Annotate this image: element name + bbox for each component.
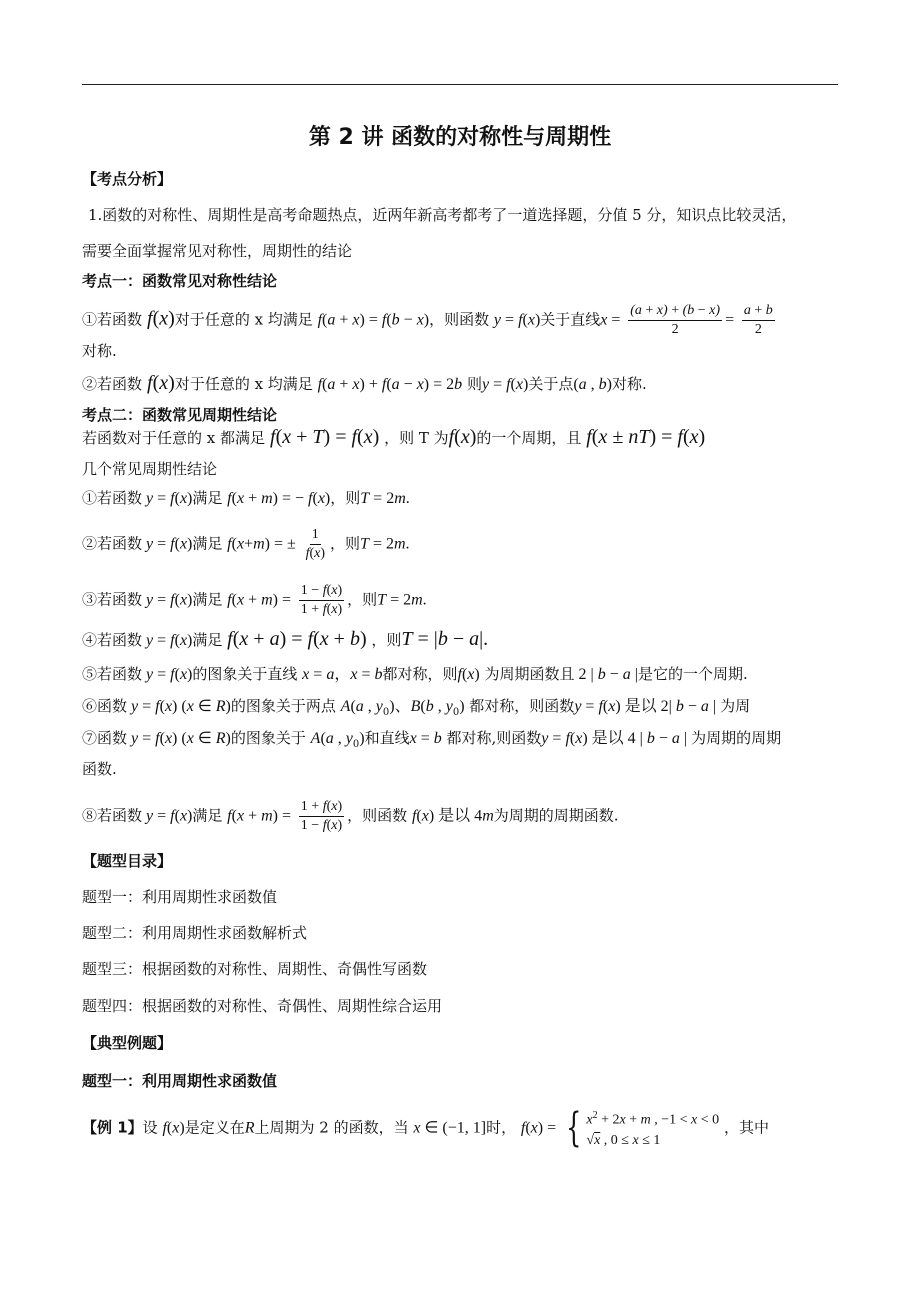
symmetry-rule-2: ②若函数 f(x)对于任意的 x 均满足 f(a + x) + f(a − x) = 2b 则y = f(x)关于点(a , b)对称. — [82, 372, 647, 394]
period-rule-8: ⑧若函数 y = f(x)满足 f(x + m) = $\frac{1 + f(x)}{1 - f(x)}$ ，则函数 f(x) 是以 4m为周期的周期函数. — [82, 799, 619, 833]
fraction-rule-3: $\frac{1 - f(x)}{1 + f(x)}$ — [300, 583, 343, 617]
question-type-2: 题型二：利用周期性求函数解析式 — [82, 924, 308, 942]
period-rule-5: ⑤若函数 y = f(x)的图象关于直线 x = a，x = b都对称，则f(x) 为周期函数且 2 | b − a |是它的一个周期. — [82, 665, 748, 683]
header-rule — [82, 84, 838, 85]
piecewise-brace: { — [566, 1105, 582, 1152]
point-heading-1: 考点一：函数常见对称性结论 — [82, 272, 278, 290]
question-type-3: 题型三：根据函数的对称性、周期性、奇偶性写函数 — [82, 960, 428, 978]
point-heading-2: 考点二：函数常见周期性结论 — [82, 406, 278, 424]
example-1: 【例 1】设 f(x)是定义在R上周期为 2 的函数，当 x ∈ (−1, 1]时， f(x) = { $x^2 + 2x + m$ , −1 < x < 0 √x , 0 ≤ x ≤ 1 ，其中 — [82, 1105, 769, 1152]
section-heading-analysis: 【考点分析】 — [82, 170, 173, 188]
symmetry-rule-1-end: 对称. — [82, 342, 117, 360]
piecewise-cases: $x^2 + 2x + m$ , −1 < x < 0 √x , 0 ≤ x ≤ 1 — [586, 1110, 720, 1148]
period-rule-3: ③若函数 y = f(x)满足 f(x + m) = $\frac{1 - f(x)}{1 + f(x)}$ ，则T = 2m. — [82, 583, 427, 617]
period-rule-1: ①若函数 y = f(x)满足 f(x + m) = − f(x)，则T = 2m. — [82, 489, 410, 507]
fraction-reciprocal: $\frac{1}{f(x)}$ — [305, 527, 326, 561]
period-rule-4: ④若函数 y = f(x)满足 f(x + a) = f(x + b) ，则T = |b − a|. — [82, 628, 489, 650]
period-rule-7-end: 函数. — [82, 760, 117, 778]
section-heading-directory: 【题型目录】 — [82, 852, 173, 870]
question-type-1: 题型一：利用周期性求函数值 — [82, 888, 278, 906]
period-list-intro: 几个常见周期性结论 — [82, 460, 218, 478]
page-title: 第 2 讲 函数的对称性与周期性 — [308, 125, 612, 150]
section-heading-examples: 【典型例题】 — [82, 1034, 173, 1052]
period-definition: 若函数对于任意的 x 都满足 f(x + T) = f(x) ，则 T 为f(x)的一个周期，且 f(x ± nT) = f(x) — [82, 426, 706, 448]
paragraph-1: 1.函数的对称性、周期性是高考命题热点，近两年新高考都考了一道选择题，分值 5 分，知识点比较灵活， — [88, 206, 797, 224]
period-rule-7: ⑦函数 y = f(x) (x ∈ R)的图象关于 A(a , $y_0$)和直线x = b 都对称,则函数y = f(x) 是以 4 | b − a | 为周期的周期 — [82, 729, 782, 750]
period-rule-2: ②若函数 y = f(x)满足 f(x+m) = ± $\frac{1}{f(x)}$ ，则T = 2m. — [82, 527, 410, 561]
symmetry-rule-1: ①若函数 f(x)对于任意的 x 均满足 f(a + x) = f(b − x)，则函数 y = f(x)关于直线x = $\frac{(a + x) + (b - x)}{2}$ = $\frac{a + b}{2}$ — [82, 303, 773, 337]
example-section-heading: 题型一：利用周期性求函数值 — [82, 1072, 278, 1090]
fraction-axis-simplified: $\frac{a + b}{2}$ — [743, 303, 773, 337]
example-1-label: 【例 1】 — [82, 1118, 143, 1137]
period-rule-6: ⑥函数 y = f(x) (x ∈ R)的图象关于两点 A(a , $y_0$)、B(b , $y_0$) 都对称，则函数y = f(x) 是以 2| b − a | 为周 — [82, 697, 751, 718]
fraction-rule-8: $\frac{1 + f(x)}{1 - f(x)}$ — [300, 799, 343, 833]
question-type-4: 题型四：根据函数的对称性、奇偶性、周期性综合运用 — [82, 997, 443, 1015]
paragraph-1-cont: 需要全面掌握常见对称性，周期性的结论 — [82, 242, 353, 260]
fraction-axis: $\frac{(a + x) + (b - x)}{2}$ — [630, 303, 721, 337]
